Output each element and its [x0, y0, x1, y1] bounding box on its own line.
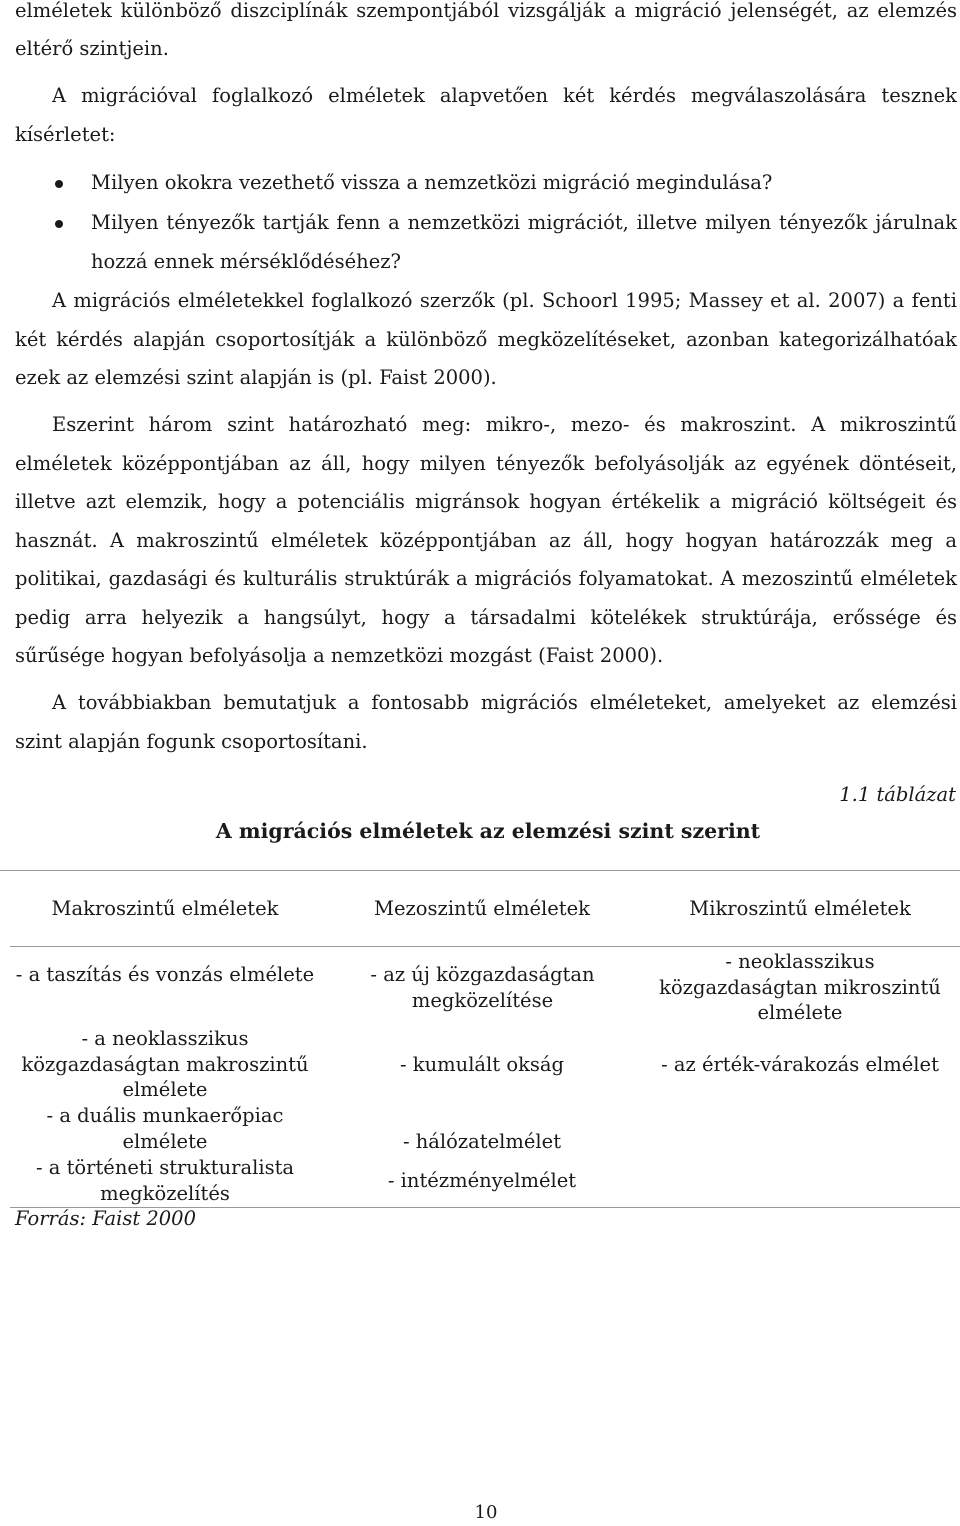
table-cell: - intézményelmélet: [387, 1169, 577, 1192]
column-header-meso: Mezoszintű elméletek: [374, 897, 590, 920]
table-top-rule: [0, 870, 960, 871]
table-cell: - az új közgazdaságtan megközelítése: [370, 963, 595, 1012]
closing-paragraph: A továbbiakban bemutatjuk a fontosabb migrációs elméleteket, amelyeket az elemzési szint alapján fogunk csoportosítani.: [15, 691, 957, 753]
levels-paragraph: Eszerint három szint határozható meg: mikro-, mezo- és makroszint. A mikroszintű elméletek középpontjában az áll, hogy milyen tényezők befolyásolják az egyének döntéseit, illetve azt elemzik, hogy a potenciális migránsok hogyan értékelik a migráció költségeit és hasznát. A makroszintű elméletek középpontjában az áll, hogy hogyan határozzák meg a politikai, gazdasági és kulturális struktúrák a migrációs folyamatokat. A mezoszintű elméletek pedig arra helyezik a hangsúlyt, hogy a társadalmi kötelékek struktúrája, erőssége és sűrűsége hogyan befolyásolja a nemzetközi mozgást (Faist 2000).: [15, 413, 957, 667]
table-cell: - a neoklasszikus közgazdaságtan makroszintű elmélete: [21, 1027, 309, 1101]
bullet-item: Milyen tényezők tartják fenn a nemzetközi migrációt, illetve milyen tényezők járulnak hozzá ennek mérséklődéséhez?: [91, 211, 957, 273]
table-caption: 1.1 táblázat: [839, 783, 956, 806]
bullet-item: Milyen okokra vezethető vissza a nemzetközi migráció megindulása?: [91, 171, 773, 194]
bullet-icon: [55, 180, 63, 188]
paragraph-line: elméletek különböző diszciplínák szempontjából vizsgálják a migráció jelenségét, az elemzés: [15, 0, 957, 22]
table-cell: - hálózatelmélet: [402, 1130, 562, 1153]
bullet-icon: [55, 220, 63, 228]
paragraph-line: eltérő szintjein.: [15, 37, 169, 60]
table-header-rule: [10, 946, 960, 947]
table-cell: - az érték-várakozás elmélet: [661, 1053, 939, 1076]
authors-paragraph: A migrációs elméletekkel foglalkozó szerzők (pl. Schoorl 1995; Massey et al. 2007) a fenti két kérdés alapján csoportosítják a különböző megközelítéseket, azonban kategorizálhatóak ezek az elemzési szint alapján is (pl. Faist 2000).: [15, 289, 957, 389]
table-cell: - a történeti strukturalista megközelítés: [35, 1156, 295, 1205]
table-title: A migrációs elméletek az elemzési szint szerint: [215, 819, 761, 843]
table-cell: - kumulált okság: [399, 1053, 565, 1076]
table-cell: - neoklasszikus közgazdaságtan mikroszintű elmélete: [659, 950, 941, 1024]
table-cell: - a duális munkaerőpiac elmélete: [46, 1104, 284, 1153]
intro-paragraph: A migrációval foglalkozó elméletek alapvetően két kérdés megválaszolására tesznek kísérletet:: [15, 84, 957, 146]
column-header-micro: Mikroszintű elméletek: [689, 897, 911, 920]
page-number: 10: [474, 1502, 498, 1523]
column-header-macro: Makroszintű elméletek: [51, 897, 279, 920]
table-cell: - a taszítás és vonzás elmélete: [15, 963, 315, 986]
table-source: Forrás: Faist 2000: [15, 1207, 196, 1230]
